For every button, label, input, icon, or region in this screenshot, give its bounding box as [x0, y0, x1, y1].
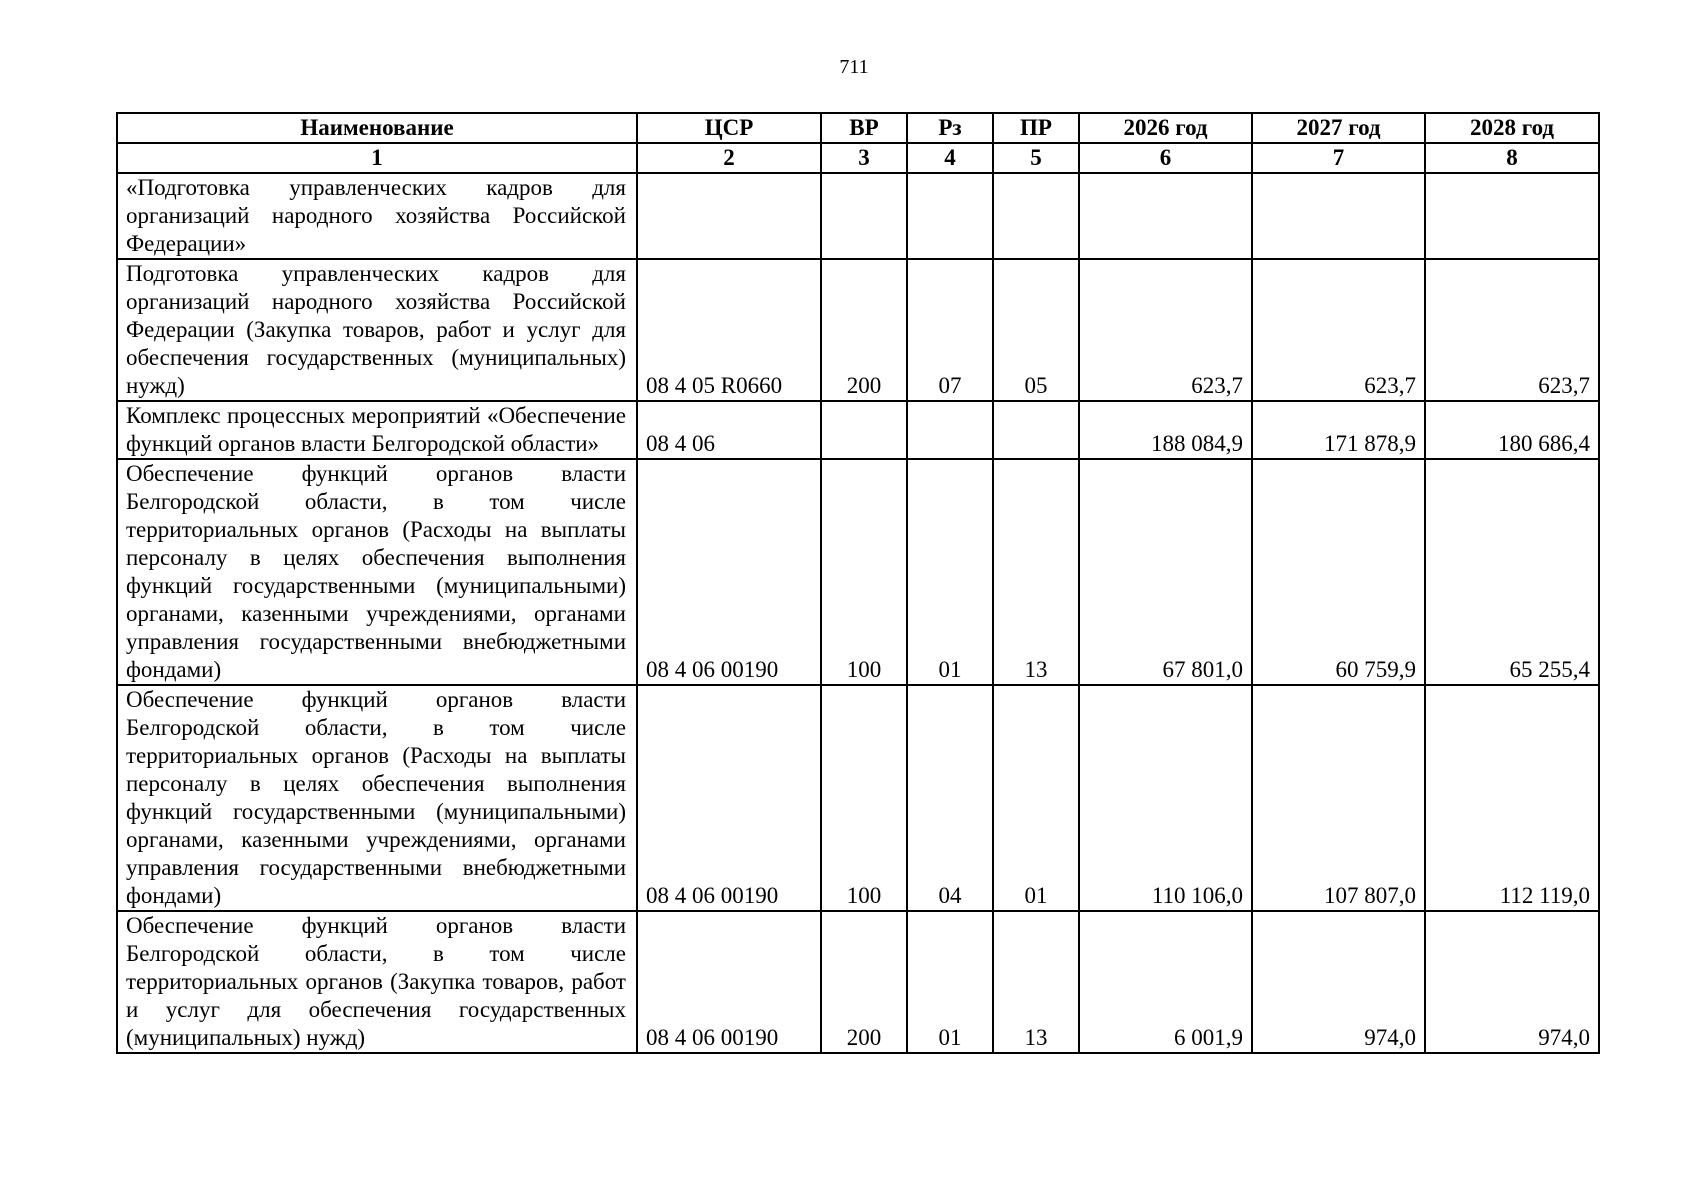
row-name: «Подготовка управленческих кадров для организаций народного хозяйства Российской Федерации» — [117, 173, 637, 259]
row-2027: 171 878,9 — [1252, 401, 1425, 459]
row-rz — [907, 173, 993, 259]
column-number: 8 — [1425, 143, 1599, 173]
row-2027: 107 807,0 — [1252, 685, 1425, 911]
row-2026: 67 801,0 — [1079, 459, 1252, 685]
row-vr: 200 — [821, 911, 907, 1053]
header-2028: 2028 год — [1425, 113, 1599, 143]
row-name: Обеспечение функций органов власти Белгородской области, в том числе территориальных органов (Расходы на выплаты персоналу в целях обеспечения выполнения функций государственными (муниципальными) органами, казенными учреждениями, органами управления государственными внебюджетными фондами) — [117, 459, 637, 685]
row-2026: 188 084,9 — [1079, 401, 1252, 459]
row-2026 — [1079, 173, 1252, 259]
table-row — [117, 459, 1599, 685]
row-csr: 08 4 05 R0660 — [637, 259, 821, 401]
header-csr: ЦСР — [637, 113, 821, 143]
row-2026: 110 106,0 — [1079, 685, 1252, 911]
row-2028: 623,7 — [1425, 259, 1599, 401]
table-row — [117, 685, 1599, 911]
row-vr: 100 — [821, 459, 907, 685]
row-2027: 60 759,9 — [1252, 459, 1425, 685]
page-number: 711 — [839, 56, 869, 78]
column-number: 3 — [821, 143, 907, 173]
row-pr — [993, 401, 1079, 459]
column-number: 7 — [1252, 143, 1425, 173]
row-csr: 08 4 06 00190 — [637, 685, 821, 911]
row-2028: 65 255,4 — [1425, 459, 1599, 685]
table-row — [117, 911, 1599, 1053]
column-number: 5 — [993, 143, 1079, 173]
row-name: Комплекс процессных мероприятий «Обеспечение функций органов власти Белгородской области» — [117, 401, 637, 459]
row-2028: 180 686,4 — [1425, 401, 1599, 459]
row-pr: 05 — [993, 259, 1079, 401]
column-number-row — [117, 143, 1599, 173]
header-pr: ПР — [993, 113, 1079, 143]
row-vr: 200 — [821, 259, 907, 401]
table-header — [117, 113, 1599, 173]
row-name: Подготовка управленческих кадров для организаций народного хозяйства Российской Федерации (Закупка товаров, работ и услуг для обеспечения государственных (муниципальных) нужд) — [117, 259, 637, 401]
row-rz: 07 — [907, 259, 993, 401]
table-row — [117, 401, 1599, 459]
column-number: 2 — [637, 143, 821, 173]
row-csr: 08 4 06 — [637, 401, 821, 459]
row-pr: 01 — [993, 685, 1079, 911]
row-pr: 13 — [993, 911, 1079, 1053]
row-2026: 623,7 — [1079, 259, 1252, 401]
row-vr: 100 — [821, 685, 907, 911]
budget-table — [116, 112, 1600, 1054]
row-vr — [821, 173, 907, 259]
row-pr — [993, 173, 1079, 259]
table-row — [117, 173, 1599, 259]
column-number: 6 — [1079, 143, 1252, 173]
header-rz: Рз — [907, 113, 993, 143]
row-csr: 08 4 06 00190 — [637, 459, 821, 685]
column-number: 1 — [117, 143, 637, 173]
row-pr: 13 — [993, 459, 1079, 685]
row-2026: 6 001,9 — [1079, 911, 1252, 1053]
row-2028 — [1425, 173, 1599, 259]
header-name: Наименование — [117, 113, 637, 143]
table-body — [117, 173, 1599, 1053]
row-vr — [821, 401, 907, 459]
header-vr: ВР — [821, 113, 907, 143]
table-row — [117, 259, 1599, 401]
row-2027: 623,7 — [1252, 259, 1425, 401]
row-rz — [907, 401, 993, 459]
header-2026: 2026 год — [1079, 113, 1252, 143]
header-2027: 2027 год — [1252, 113, 1425, 143]
budget-table-container — [116, 112, 1598, 1054]
row-rz: 01 — [907, 911, 993, 1053]
row-csr: 08 4 06 00190 — [637, 911, 821, 1053]
row-2027: 974,0 — [1252, 911, 1425, 1053]
row-rz: 04 — [907, 685, 993, 911]
row-2028: 974,0 — [1425, 911, 1599, 1053]
row-name: Обеспечение функций органов власти Белгородской области, в том числе территориальных органов (Расходы на выплаты персоналу в целях обеспечения выполнения функций государственными (муниципальными) органами, казенными учреждениями, органами управления государственными внебюджетными фондами) — [117, 685, 637, 911]
row-csr — [637, 173, 821, 259]
row-name: Обеспечение функций органов власти Белгородской области, в том числе территориальных органов (Закупка товаров, работ и услуг для обеспечения государственных (муниципальных) нужд) — [117, 911, 637, 1053]
row-rz: 01 — [907, 459, 993, 685]
column-number: 4 — [907, 143, 993, 173]
row-2027 — [1252, 173, 1425, 259]
row-2028: 112 119,0 — [1425, 685, 1599, 911]
header-row — [117, 113, 1599, 143]
